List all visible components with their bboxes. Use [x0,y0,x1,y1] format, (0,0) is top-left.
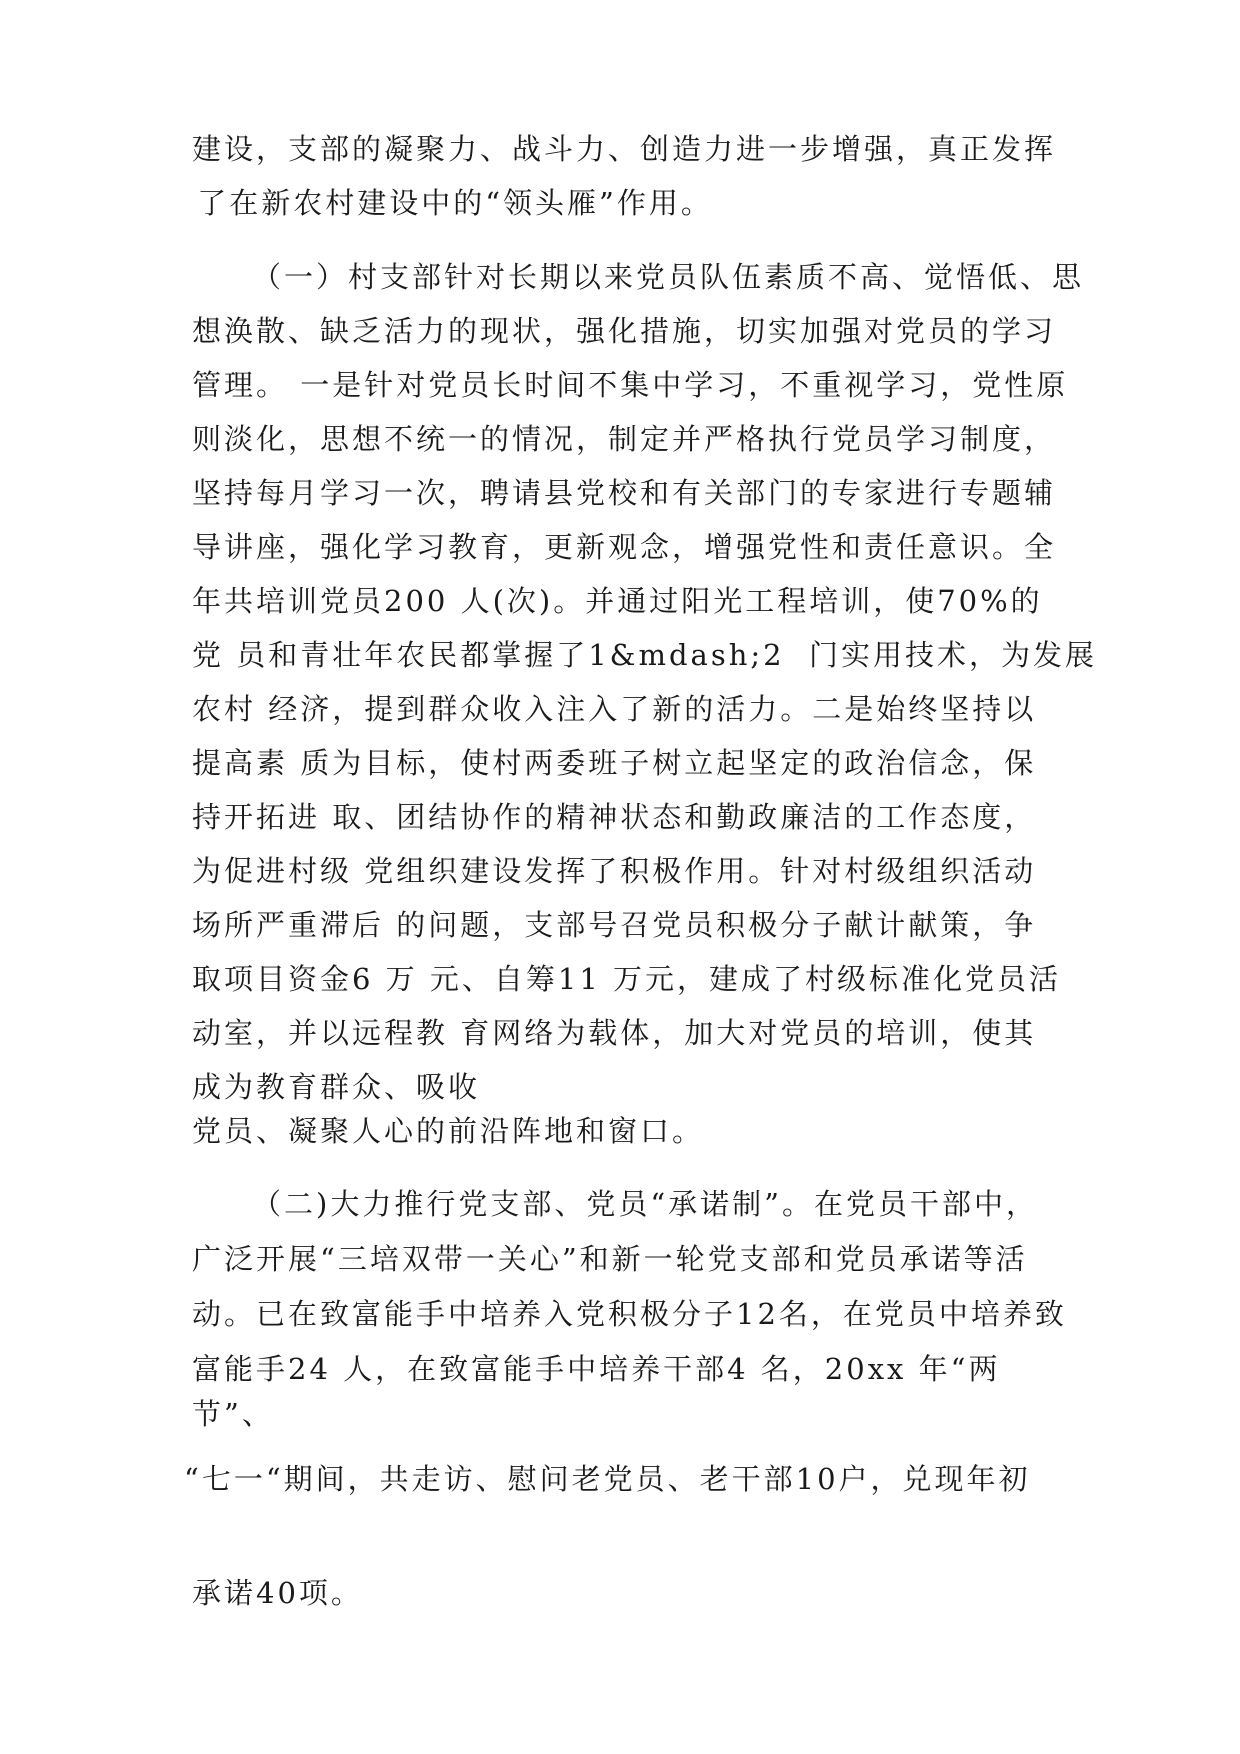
text-line-1: 建设，支部的凝聚力、战斗力、创造力进一步增强，真正发挥 [192,132,1057,166]
text-line-12: 提高素 质为目标，使村两委班子树立起坚定的政治信念，保 [192,746,1037,780]
text-line-3: （一）村支部针对长期以来党员队伍素质不高、觉悟低、思 [252,260,1085,294]
text-line-7: 坚持每月学习一次，聘请县党校和有关部门的专家进行专题辅 [192,476,1057,510]
text-line-2: 了在新农村建设中的“领头雁”作用。 [185,186,713,220]
text-line-6: 则淡化，思想不统一的情况，制定并严格执行党员学习制度， [192,422,1057,456]
text-line-26: 承诺40项。 [192,1576,363,1610]
text-line-20: （二)大力推行党支部、党员“承诺制”。在党员干部中， [252,1187,1038,1221]
text-line-25: “七一“期间，共走访、慰问老党员、老干部10户，兑现年初 [184,1462,1031,1496]
text-line-5: 管理。 一是针对党员长时间不集中学习，不重视学习，党性原 [192,368,1069,402]
text-line-10: 党 员和青壮年农民都掌握了1&mdash;2 门实用技术，为发展 [192,638,1098,672]
text-line-16: 取项目资金6 万 元、自筹11 万元，建成了村级标准化党员活 [192,962,1062,996]
text-line-19: 党员、凝聚人心的前沿阵地和窗口。 [192,1114,705,1148]
text-line-9: 年共培训党员200 人(次)。并通过阳光工程培训，使70%的 [192,584,1043,618]
text-line-4: 想涣散、缺乏活力的现状，强化措施，切实加强对党员的学习 [192,314,1057,348]
text-line-22: 动。已在致富能手中培养入党积极分子12名，在党员中培养致 [192,1297,1067,1331]
text-line-24: 节”、 [192,1397,274,1431]
text-line-13: 持开拓进 取、团结协作的精神状态和勤政廉洁的工作态度， [192,800,1037,834]
text-line-21: 广泛开展“三培双带一关心”和新一轮党支部和党员承诺等活 [192,1242,1028,1276]
text-line-15: 场所严重滞后 的问题，支部号召党员积极分子献计献策，争 [192,908,1037,942]
text-line-17: 动室，并以远程教 育网络为载体，加大对党员的培训，使其 [192,1016,1037,1050]
text-line-8: 导讲座，强化学习教育，更新观念，增强党性和责任意识。全 [192,530,1057,564]
text-line-11: 农村 经济，提到群众收入注入了新的活力。二是始终坚持以 [192,692,1037,726]
text-line-14: 为促进村级 党组织建设发挥了积极作用。针对村级组织活动 [192,854,1037,888]
text-line-23: 富能手24 人，在致富能手中培养干部4 名，20xx 年“两 [192,1352,1001,1386]
text-line-18: 成为教育群众、吸收 [192,1070,481,1104]
